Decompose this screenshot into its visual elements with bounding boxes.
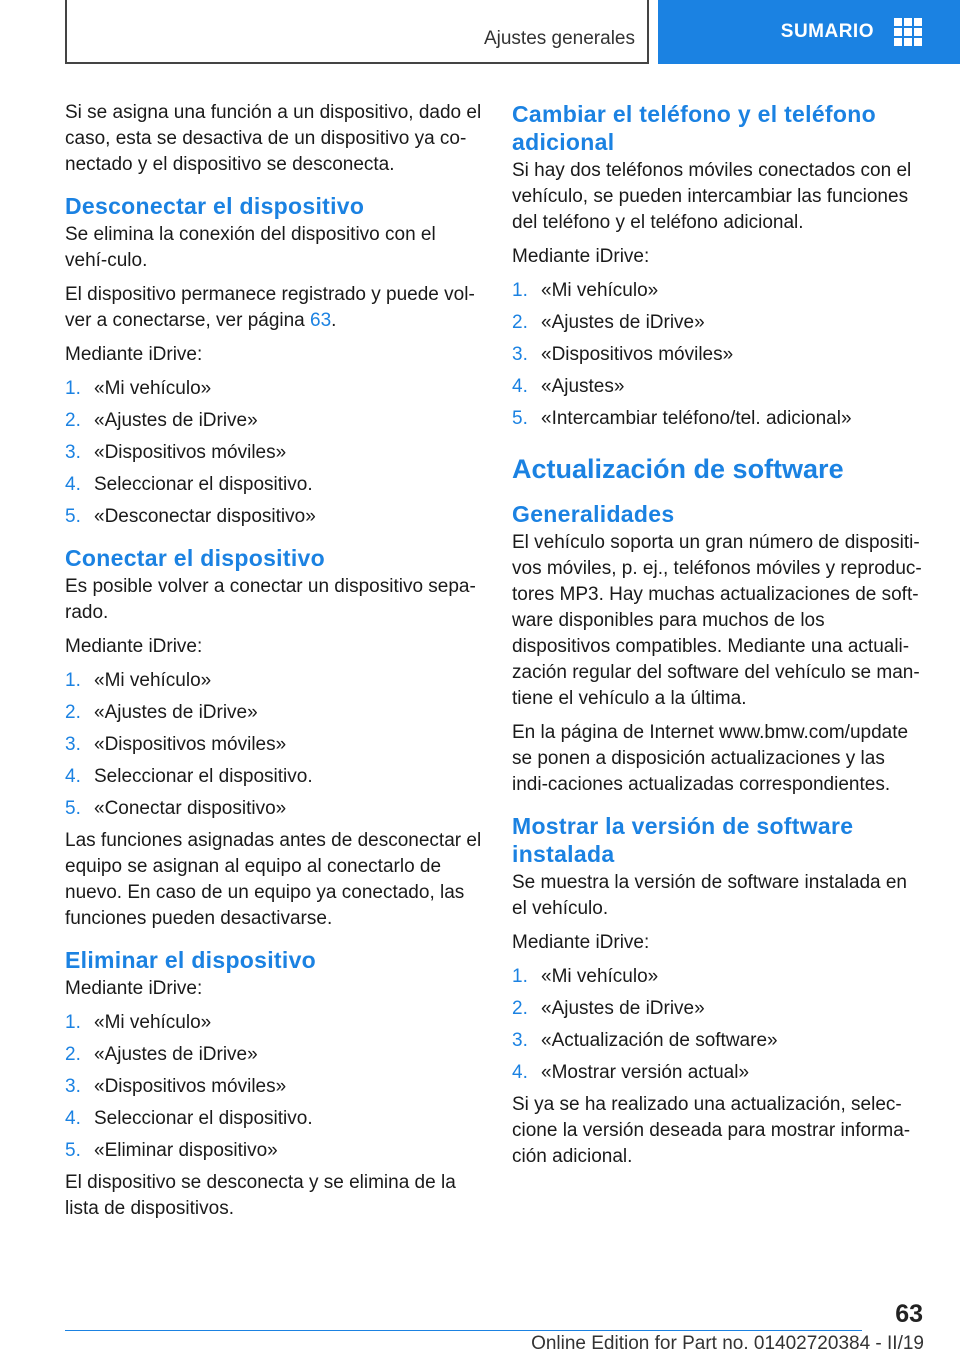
step-text: «Dispositivos móviles» — [541, 344, 734, 365]
left-column — [65, 100, 483, 1230]
step-number: 1. — [512, 966, 528, 987]
text: El dispositivo permanece registrado y puede vol‐ver a conectarse, ver página — [65, 284, 475, 331]
grid-icon — [894, 18, 922, 46]
step-number: 1. — [65, 670, 81, 691]
step-text: «Mostrar versión actual» — [541, 1062, 750, 1083]
step-text: «Dispositivos móviles» — [94, 734, 287, 755]
heading-swap-phones: Cambiar el teléfono y el teléfono adicional — [512, 101, 876, 155]
sumario-button[interactable] — [658, 0, 960, 64]
step-number: 4. — [65, 1108, 81, 1129]
heading-connect-device: Conectar el dispositivo — [65, 545, 325, 571]
list-item — [512, 310, 924, 336]
list-item — [512, 1028, 924, 1054]
paragraph: El vehículo soporta un gran número de dispositi‐vos móviles, p. ej., teléfonos móviles y reproduc‐tores MP3. Hay muchas actualizaciones de soft‐ware disponibles para muchos de los dispositivos compatibles. Mediante una actuali‐zación regular del software del vehículo se man‐tiene el vehículo a la última. — [512, 532, 922, 709]
list-item — [65, 504, 483, 530]
list-item — [512, 996, 924, 1022]
list-item — [65, 764, 483, 790]
step-text: «Ajustes de iDrive» — [541, 998, 705, 1019]
step-text: «Dispositivos móviles» — [94, 1076, 287, 1097]
step-number: 3. — [512, 1030, 528, 1051]
step-text: «Actualización de software» — [541, 1030, 778, 1051]
step-text: «Ajustes de iDrive» — [94, 702, 258, 723]
step-text: «Mi vehículo» — [94, 378, 212, 399]
step-text: Seleccionar el dispositivo. — [94, 1108, 313, 1129]
step-text: «Mi vehículo» — [541, 280, 659, 301]
list-item — [512, 342, 924, 368]
footer-divider — [65, 1330, 862, 1331]
paragraph: Mediante iDrive: — [65, 344, 203, 365]
step-number: 2. — [65, 1044, 81, 1065]
step-number: 4. — [512, 376, 528, 397]
header-section — [65, 0, 649, 64]
steps-list — [65, 1010, 483, 1164]
list-item — [65, 1074, 483, 1100]
heading-general: Generalidades — [512, 501, 675, 527]
paragraph — [65, 282, 483, 334]
heading-software-update: Actualización de software — [512, 454, 844, 484]
steps-list — [65, 376, 483, 530]
heading-show-version: Mostrar la versión de software instalada — [512, 813, 854, 867]
list-item — [65, 1138, 483, 1164]
step-text: «Ajustes de iDrive» — [94, 410, 258, 431]
paragraph: Si hay dos teléfonos móviles conectados con el vehículo, se pueden intercambiar las funciones del teléfono y el teléfono adicional. — [512, 160, 912, 233]
list-item — [512, 964, 924, 990]
paragraph: El dispositivo se desconecta y se elimina de la lista de dispositivos. — [65, 1172, 456, 1219]
step-text: «Eliminar dispositivo» — [94, 1140, 278, 1161]
section-title: Ajustes generales — [483, 28, 635, 49]
list-item — [65, 700, 483, 726]
list-item — [65, 440, 483, 466]
steps-list — [512, 964, 924, 1086]
step-number: 5. — [65, 506, 81, 527]
step-number: 1. — [65, 1012, 81, 1033]
paragraph: Mediante iDrive: — [512, 246, 650, 267]
steps-list — [65, 668, 483, 822]
steps-list — [512, 278, 924, 432]
step-text: «Mi vehículo» — [94, 670, 212, 691]
list-item — [65, 1010, 483, 1036]
page-link[interactable]: 63 — [310, 310, 332, 331]
page-number: 63 — [895, 1300, 923, 1328]
heading-remove-device: Eliminar el dispositivo — [65, 947, 317, 973]
step-text: «Conectar dispositivo» — [94, 798, 287, 819]
list-item — [65, 376, 483, 402]
step-text: «Mi vehículo» — [541, 966, 659, 987]
paragraph: Mediante iDrive: — [512, 932, 650, 953]
list-item — [512, 406, 924, 432]
heading-disconnect-device: Desconectar el dispositivo — [65, 193, 365, 219]
step-number: 1. — [65, 378, 81, 399]
paragraph: Las funciones asignadas antes de desconectar el equipo se asignan al equipo al conectarlo de nuevo. En caso de un equipo ya conectado, las funciones pueden desactivarse. — [65, 830, 482, 929]
paragraph: Mediante iDrive: — [65, 978, 203, 999]
step-number: 5. — [65, 1140, 81, 1161]
step-number: 3. — [65, 442, 81, 463]
paragraph: Si ya se ha realizado una actualización, selec‐cione la versión deseada para mostrar informa‐ción adicional. — [512, 1094, 911, 1167]
list-item — [65, 408, 483, 434]
list-item — [512, 278, 924, 304]
paragraph: Mediante iDrive: — [65, 636, 203, 657]
step-number: 3. — [65, 1076, 81, 1097]
intro-paragraph: Si se asigna una función a un dispositivo, dado el caso, esta se desactiva de un dispositivo ya co‐nectado y el dispositivo se desconecta. — [65, 102, 482, 175]
step-number: 2. — [65, 702, 81, 723]
step-number: 5. — [65, 798, 81, 819]
step-number: 4. — [512, 1062, 528, 1083]
step-number: 4. — [65, 766, 81, 787]
list-item — [65, 668, 483, 694]
right-column — [512, 100, 924, 1178]
step-text: Seleccionar el dispositivo. — [94, 474, 313, 495]
paragraph: En la página de Internet www.bmw.com/update se ponen a disposición actualizaciones y las indi‐caciones actualizadas correspondientes. — [512, 722, 909, 795]
step-text: «Ajustes de iDrive» — [94, 1044, 258, 1065]
footer-edition: Online Edition for Part no. 01402720384 - II/19 — [531, 1333, 924, 1354]
step-number: 2. — [512, 998, 528, 1019]
step-number: 3. — [65, 734, 81, 755]
step-text: «Intercambiar teléfono/tel. adicional» — [541, 408, 852, 429]
list-item — [65, 1106, 483, 1132]
step-text: «Ajustes de iDrive» — [541, 312, 705, 333]
list-item — [65, 472, 483, 498]
list-item — [512, 374, 924, 400]
step-number: 1. — [512, 280, 528, 301]
step-number: 2. — [65, 410, 81, 431]
paragraph: Es posible volver a conectar un dispositivo sepa‐rado. — [65, 576, 476, 623]
list-item — [65, 796, 483, 822]
step-text: «Dispositivos móviles» — [94, 442, 287, 463]
step-text: «Desconectar dispositivo» — [94, 506, 316, 527]
step-number: 3. — [512, 344, 528, 365]
step-text: «Mi vehículo» — [94, 1012, 212, 1033]
step-number: 2. — [512, 312, 528, 333]
paragraph: Se elimina la conexión del dispositivo con el vehí‐culo. — [65, 224, 436, 271]
list-item — [512, 1060, 924, 1086]
paragraph: Se muestra la versión de software instalada en el vehículo. — [512, 872, 907, 919]
text: . — [331, 310, 337, 331]
step-number: 4. — [65, 474, 81, 495]
sumario-label: SUMARIO — [780, 21, 874, 42]
step-text: Seleccionar el dispositivo. — [94, 766, 313, 787]
list-item — [65, 1042, 483, 1068]
step-text: «Ajustes» — [541, 376, 625, 397]
list-item — [65, 732, 483, 758]
step-number: 5. — [512, 408, 528, 429]
